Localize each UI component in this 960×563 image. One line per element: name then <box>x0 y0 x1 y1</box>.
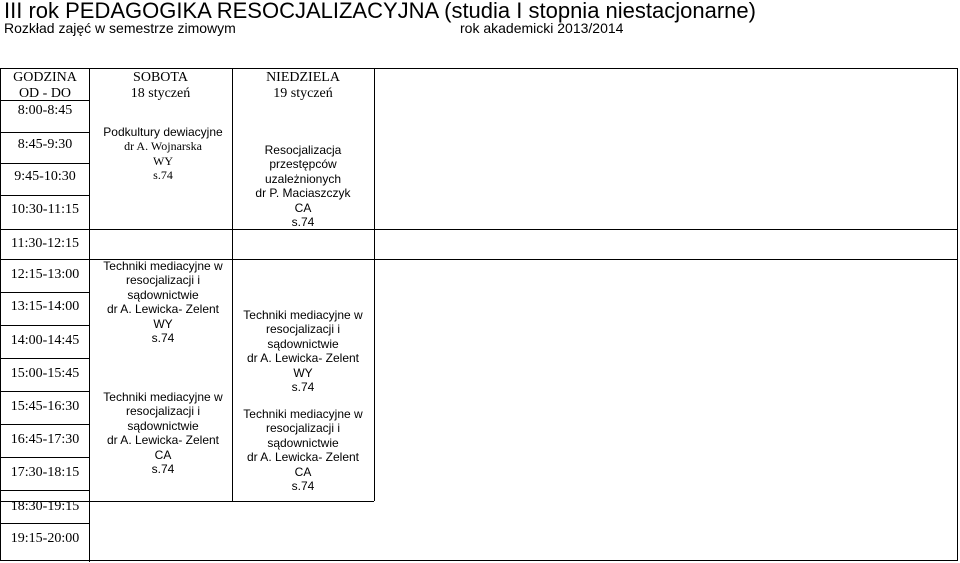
class-lecturer: dr A. Lewicka- Zelent <box>246 351 360 366</box>
time-slot: 12:15-13:00 <box>10 267 80 282</box>
class-title-line3: sądownictwie <box>127 418 199 433</box>
time-slot: 17:30-18:15 <box>10 465 80 480</box>
class-room: s.74 <box>291 380 315 395</box>
page-subtitle: Rozkład zajęć w semestrze zimowym <box>4 20 236 36</box>
time-header-label: GODZINA <box>13 70 77 85</box>
class-block-techniki-ca <box>93 390 233 476</box>
row-divider <box>1 424 89 425</box>
time-column-header <box>1 70 89 102</box>
class-title-line3: sądownictwie <box>267 435 339 450</box>
time-slot: 11:30-12:15 <box>11 236 79 251</box>
class-title: Techniki mediacyjne w <box>103 390 223 404</box>
row-divider <box>1 325 89 326</box>
time-slot: 8:00-8:45 <box>17 103 73 118</box>
class-type: WY <box>153 316 173 331</box>
saturday-day: SOBOTA <box>133 70 188 85</box>
class-type: WY <box>293 365 313 380</box>
time-slot: 14:00-14:45 <box>10 333 80 348</box>
class-title-line2: resocjalizacji i <box>265 322 341 337</box>
time-slot: 10:30-11:15 <box>11 202 79 217</box>
row-divider <box>1 132 89 133</box>
column-divider <box>89 69 90 562</box>
row-divider <box>1 523 89 524</box>
class-type: CA <box>294 464 312 479</box>
time-slot: 13:15-14:00 <box>10 299 80 314</box>
class-block-techniki-ca <box>232 407 374 493</box>
academic-year: rok akademicki 2013/2014 <box>460 20 624 36</box>
class-type: CA <box>154 447 172 462</box>
class-title: Podkultury dewiacyjne <box>103 125 223 139</box>
class-title-line2: resocjalizacji i <box>125 404 201 419</box>
row-divider <box>1 490 89 491</box>
time-slot: 15:00-15:45 <box>10 366 80 381</box>
class-title: Techniki mediacyjne w <box>243 407 363 421</box>
sunday-day: NIEDZIELA <box>266 70 340 85</box>
class-title-line2: przestępców <box>269 157 337 172</box>
class-lecturer: dr A. Lewicka- Zelent <box>246 450 360 465</box>
time-header-range: OD - DO <box>18 86 72 101</box>
column-divider <box>374 69 375 501</box>
class-type: CA <box>294 200 312 215</box>
class-type: WY <box>153 153 173 168</box>
class-title-line3: uzależnionych <box>264 171 342 186</box>
time-slot: 19:15-20:00 <box>10 531 80 546</box>
class-room: s.74 <box>291 215 315 230</box>
class-title-line2: resocjalizacji i <box>125 273 201 288</box>
row-divider <box>1 195 89 196</box>
class-title-line2: resocjalizacji i <box>265 421 341 436</box>
saturday-column-header <box>89 70 232 102</box>
class-block-resocjalizacja <box>232 143 374 229</box>
sunday-column-header <box>232 70 374 102</box>
class-lecturer: dr A. Lewicka- Zelent <box>106 433 220 448</box>
time-slot: 16:45-17:30 <box>10 432 80 447</box>
class-room: s.74 <box>291 479 315 494</box>
saturday-date: 18 styczeń <box>130 86 191 101</box>
row-divider <box>1 163 89 164</box>
class-block-techniki-wy <box>93 259 233 345</box>
class-lecturer: dr A. Wojnarska <box>124 139 202 154</box>
row-divider <box>1 457 89 458</box>
class-title-line3: sądownictwie <box>267 336 339 351</box>
class-lecturer: dr P. Maciaszczyk <box>255 186 351 201</box>
class-title: Techniki mediacyjne w <box>103 259 223 273</box>
time-slot: 9:45-10:30 <box>14 169 76 184</box>
class-room: s.74 <box>151 331 175 346</box>
class-block-podkultury <box>93 125 233 183</box>
time-slot: 8:45-9:30 <box>17 137 73 152</box>
class-room: s.74 <box>151 462 175 477</box>
class-room: s.74 <box>153 168 173 183</box>
sunday-date: 19 styczeń <box>273 86 333 101</box>
class-title-line3: sądownictwie <box>127 287 199 302</box>
page-title: III rok PEDAGOGIKA RESOCJALIZACYJNA (studia I stopnia niestacjonarne) <box>4 0 756 23</box>
row-divider <box>1 391 89 392</box>
row-divider <box>1 292 89 293</box>
class-block-techniki-wy <box>232 308 374 394</box>
class-title: Resocjalizacja <box>264 143 342 157</box>
class-lecturer: dr A. Lewicka- Zelent <box>106 302 220 317</box>
time-slot: 18:30-19:15 <box>10 499 80 514</box>
schedule-table <box>0 68 958 561</box>
time-slot: 15:45-16:30 <box>10 399 80 414</box>
row-divider <box>1 358 89 359</box>
row-divider <box>1 229 957 230</box>
class-title: Techniki mediacyjne w <box>243 308 363 322</box>
